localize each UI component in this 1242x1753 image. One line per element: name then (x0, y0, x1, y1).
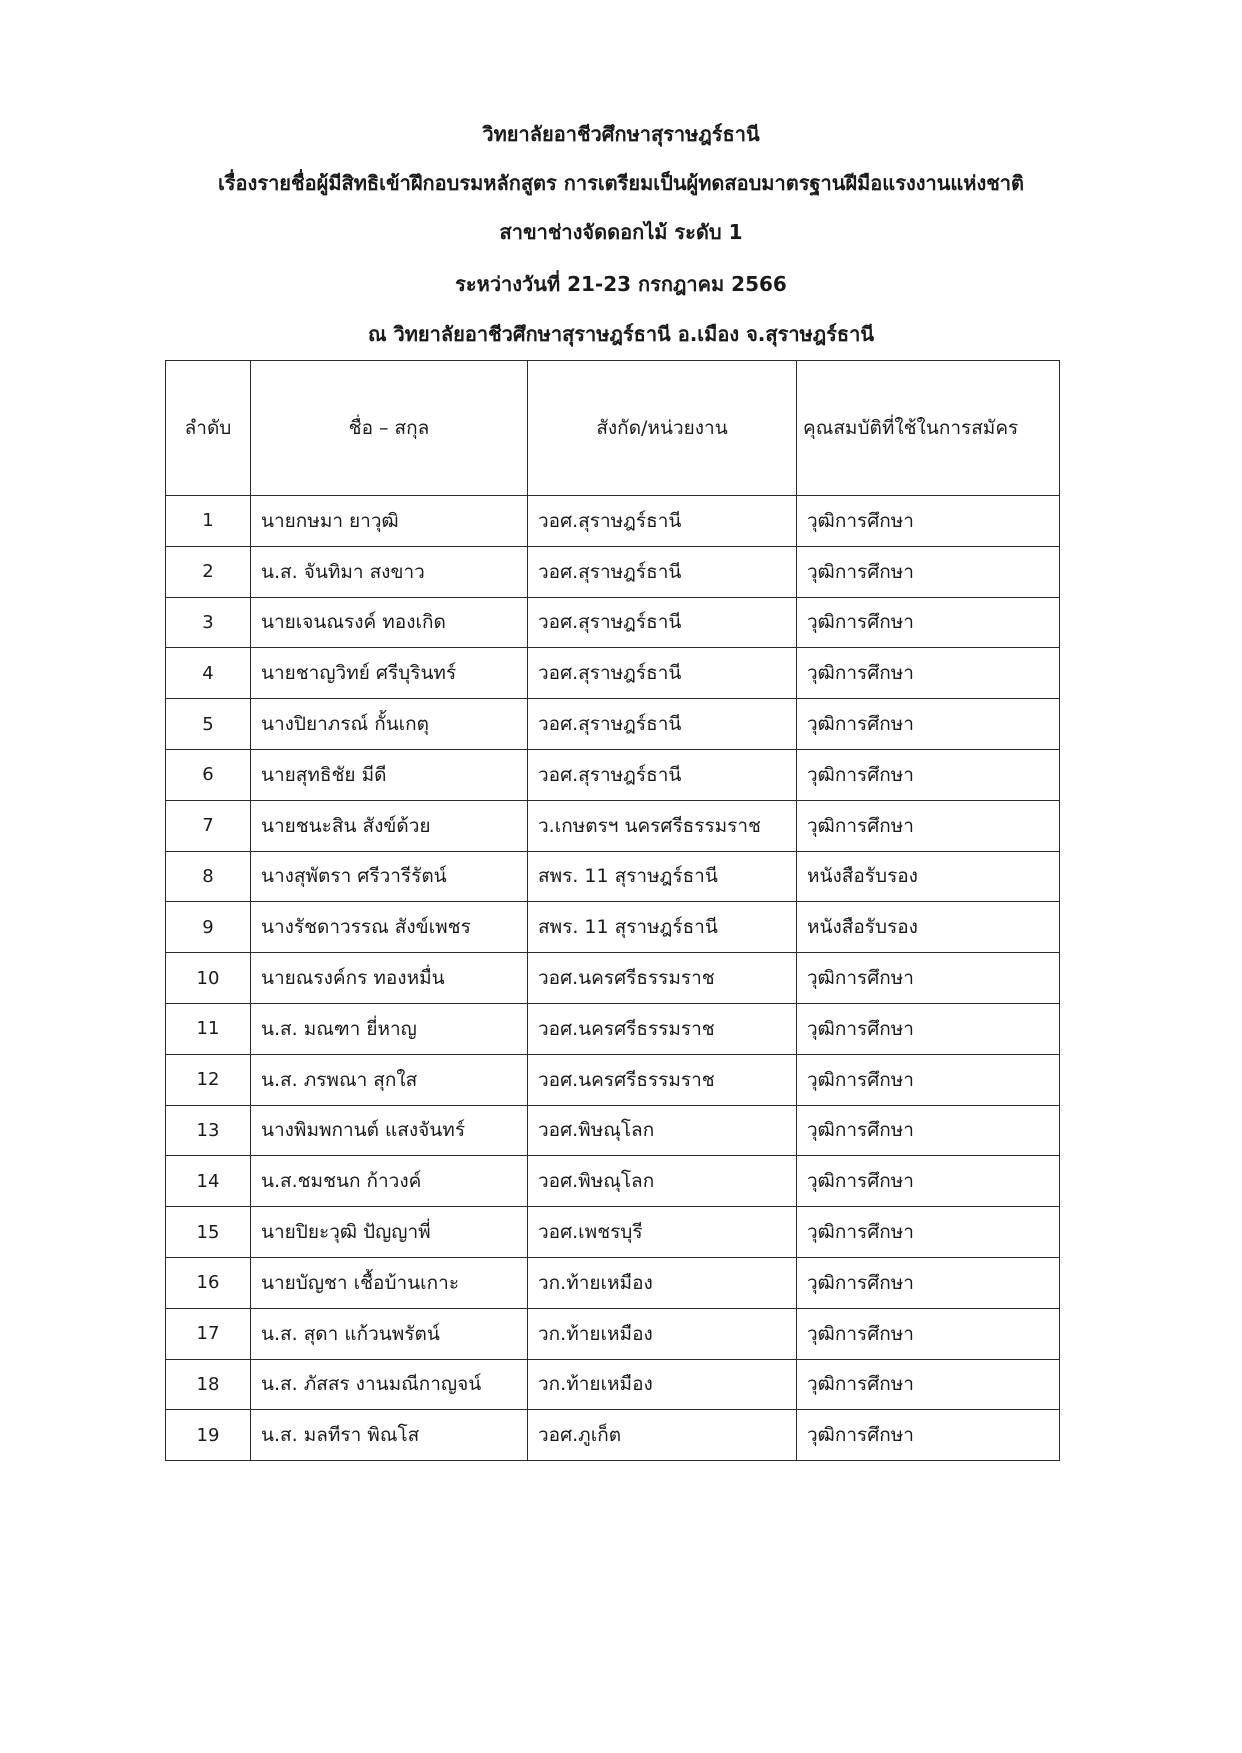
cell-qualification: หนังสือรับรอง (797, 851, 1060, 902)
cell-organization: วอศ.นครศรีธรรมราช (528, 1003, 797, 1054)
cell-organization: วก.ท้ายเหมือง (528, 1308, 797, 1359)
table-row (166, 1105, 1060, 1156)
cell-qualification: วุฒิการศึกษา (797, 1105, 1060, 1156)
cell-number: 14 (166, 1156, 251, 1207)
cell-organization: วอศ.สุราษฎร์ธานี (528, 648, 797, 699)
cell-number: 11 (166, 1003, 251, 1054)
cell-name: นายกษมา ยาวุฒิ (251, 496, 528, 547)
course-branch: สาขาช่างจัดดอกไม้ ระดับ 1 (499, 220, 743, 244)
cell-organization: วอศ.พิษณุโลก (528, 1105, 797, 1156)
table-row (166, 1257, 1060, 1308)
cell-name: นางพิมพกานต์ แสงจันทร์ (251, 1105, 528, 1156)
table-row (166, 1003, 1060, 1054)
cell-name: นายชาญวิทย์ ศรีบุรินทร์ (251, 648, 528, 699)
cell-name: นายบัญชา เชื้อบ้านเกาะ (251, 1257, 528, 1308)
table-row (166, 1207, 1060, 1258)
cell-number: 19 (166, 1410, 251, 1461)
table-row (166, 1359, 1060, 1410)
cell-qualification: วุฒิการศึกษา (797, 1410, 1060, 1461)
cell-number: 13 (166, 1105, 251, 1156)
cell-organization: วอศ.พิษณุโลก (528, 1156, 797, 1207)
cell-number: 12 (166, 1054, 251, 1105)
cell-organization: วอศ.สุราษฎร์ธานี (528, 749, 797, 800)
cell-name: น.ส. ภัสสร งานมณีกาญจน์ (251, 1359, 528, 1410)
cell-organization: วอศ.สุราษฎร์ธานี (528, 496, 797, 547)
cell-number: 5 (166, 699, 251, 750)
cell-name: นายณรงค์กร ทองหมื่น (251, 953, 528, 1004)
cell-organization: วก.ท้ายเหมือง (528, 1359, 797, 1410)
cell-qualification: วุฒิการศึกษา (797, 1003, 1060, 1054)
cell-qualification: วุฒิการศึกษา (797, 749, 1060, 800)
cell-organization: สพร. 11 สุราษฎร์ธานี (528, 902, 797, 953)
table-row (166, 749, 1060, 800)
cell-number: 4 (166, 648, 251, 699)
cell-name: น.ส. มณฑา ยี่หาญ (251, 1003, 528, 1054)
cell-qualification: วุฒิการศึกษา (797, 953, 1060, 1004)
cell-qualification: วุฒิการศึกษา (797, 1207, 1060, 1258)
cell-name: น.ส. ภรพณา สุกใส (251, 1054, 528, 1105)
cell-organization: วก.ท้ายเหมือง (528, 1257, 797, 1308)
cell-number: 18 (166, 1359, 251, 1410)
table-row (166, 1156, 1060, 1207)
cell-organization: ว.เกษตรฯ นครศรีธรรมราช (528, 800, 797, 851)
cell-organization: วอศ.นครศรีธรรมราช (528, 1054, 797, 1105)
cell-name: นางสุพัตรา ศรีวารีรัตน์ (251, 851, 528, 902)
cell-organization: วอศ.สุราษฎร์ธานี (528, 597, 797, 648)
cell-qualification: วุฒิการศึกษา (797, 1257, 1060, 1308)
cell-organization: วอศ.ภูเก็ต (528, 1410, 797, 1461)
training-location: ณ วิทยาลัยอาชีวศึกษาสุราษฎร์ธานี อ.เมือง จ.สุราษฎร์ธานี (367, 322, 875, 346)
cell-number: 17 (166, 1308, 251, 1359)
cell-qualification: วุฒิการศึกษา (797, 546, 1060, 597)
header-qualification: คุณสมบัติที่ใช้ในการสมัคร (797, 361, 1060, 496)
cell-name: น.ส.ชมชนก ก้าวงค์ (251, 1156, 528, 1207)
cell-name: นางปิยาภรณ์ กั้นเกตุ (251, 699, 528, 750)
table-row (166, 1410, 1060, 1461)
training-dates: ระหว่างวันที่ 21-23 กรกฎาคม 2566 (455, 272, 787, 296)
cell-number: 15 (166, 1207, 251, 1258)
table-row (166, 699, 1060, 750)
cell-number: 2 (166, 546, 251, 597)
table-body (166, 496, 1060, 1461)
document-subject: เรื่องรายชื่อผู้มีสิทธิเข้าฝึกอบรมหลักสูตร การเตรียมเป็นผู้ทดสอบมาตรฐานฝีมือแรงงานแห่งชาติ (217, 171, 1025, 195)
participant-table (165, 360, 1060, 1461)
header-number: ลำดับ (166, 361, 251, 496)
cell-number: 8 (166, 851, 251, 902)
cell-number: 3 (166, 597, 251, 648)
cell-number: 1 (166, 496, 251, 547)
table-row (166, 800, 1060, 851)
cell-number: 9 (166, 902, 251, 953)
cell-name: น.ส. สุดา แก้วนพรัตน์ (251, 1308, 528, 1359)
table-row (166, 546, 1060, 597)
cell-qualification: วุฒิการศึกษา (797, 1308, 1060, 1359)
cell-qualification: วุฒิการศึกษา (797, 496, 1060, 547)
cell-name: นางรัชดาวรรณ สังข์เพชร (251, 902, 528, 953)
cell-qualification: วุฒิการศึกษา (797, 699, 1060, 750)
cell-number: 6 (166, 749, 251, 800)
cell-name: นายชนะสิน สังข์ด้วย (251, 800, 528, 851)
cell-organization: วอศ.เพชรบุรี (528, 1207, 797, 1258)
header-organization: สังกัด/หน่วยงาน (528, 361, 797, 496)
table-header-row (166, 361, 1060, 496)
table-row (166, 902, 1060, 953)
cell-qualification: วุฒิการศึกษา (797, 1054, 1060, 1105)
table-row (166, 496, 1060, 547)
cell-qualification: วุฒิการศึกษา (797, 800, 1060, 851)
cell-organization: วอศ.นครศรีธรรมราช (528, 953, 797, 1004)
cell-qualification: วุฒิการศึกษา (797, 1359, 1060, 1410)
cell-organization: วอศ.สุราษฎร์ธานี (528, 546, 797, 597)
cell-qualification: วุฒิการศึกษา (797, 597, 1060, 648)
cell-organization: วอศ.สุราษฎร์ธานี (528, 699, 797, 750)
cell-organization: สพร. 11 สุราษฎร์ธานี (528, 851, 797, 902)
cell-qualification: วุฒิการศึกษา (797, 1156, 1060, 1207)
cell-qualification: วุฒิการศึกษา (797, 648, 1060, 699)
table-row (166, 1054, 1060, 1105)
cell-name: นายสุทธิชัย มีดี (251, 749, 528, 800)
cell-number: 16 (166, 1257, 251, 1308)
cell-number: 7 (166, 800, 251, 851)
cell-name: นายเจนณรงค์ ทองเกิด (251, 597, 528, 648)
table-row (166, 597, 1060, 648)
table-row (166, 648, 1060, 699)
cell-name: นายปิยะวุฒิ ปัญญาพี่ (251, 1207, 528, 1258)
cell-name: น.ส. มลทีรา พิณโส (251, 1410, 528, 1461)
cell-qualification: หนังสือรับรอง (797, 902, 1060, 953)
cell-number: 10 (166, 953, 251, 1004)
table-row (166, 1308, 1060, 1359)
table-row (166, 851, 1060, 902)
header-name: ชื่อ – สกุล (251, 361, 528, 496)
cell-name: น.ส. จันทิมา สงขาว (251, 546, 528, 597)
institution-title: วิทยาลัยอาชีวศึกษาสุราษฎร์ธานี (482, 122, 760, 146)
table-row (166, 953, 1060, 1004)
